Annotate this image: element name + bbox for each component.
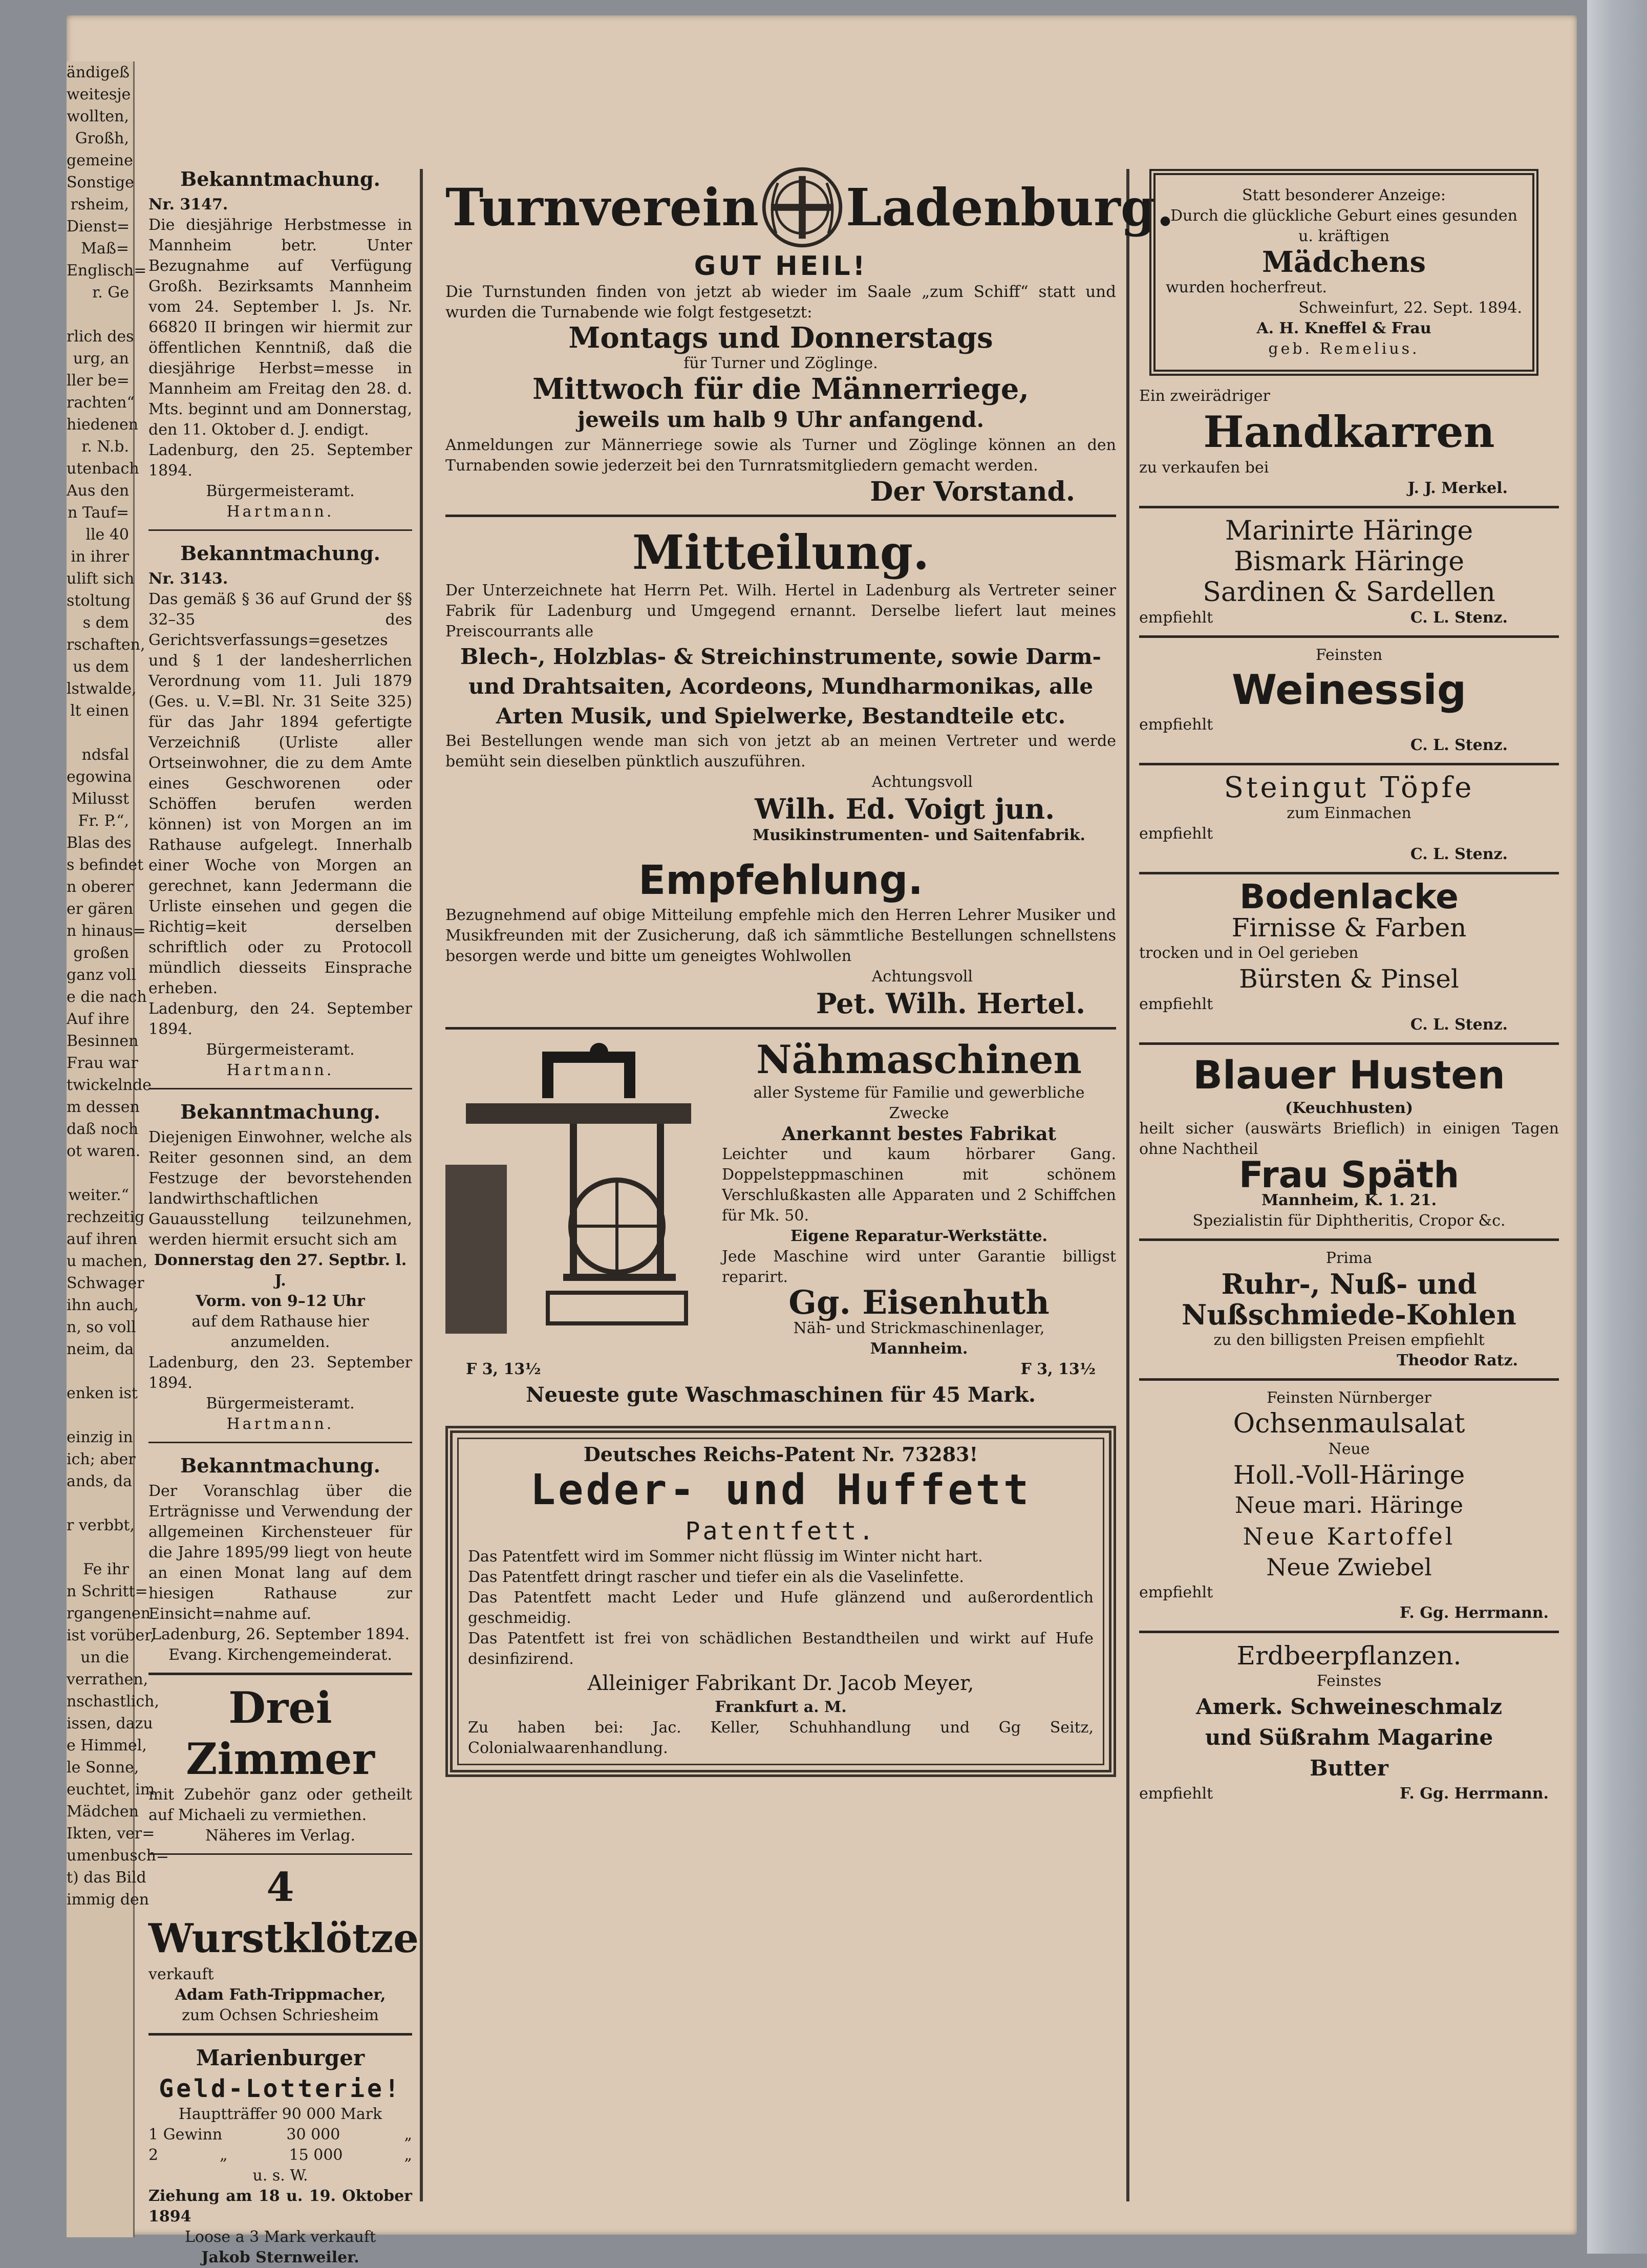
ad-days: Montags und Donnerstags [568, 321, 993, 355]
ad-name: Theodor Ratz. [1397, 1352, 1518, 1370]
ad-line: Eigene Reparatur-Werkstätte. [790, 1227, 1047, 1245]
ad-geburt [1149, 169, 1538, 376]
ad-sub: zum Einmachen [1287, 804, 1411, 822]
ad-lotterie [148, 2043, 412, 2268]
ad-body: Der Unterzeichnete hat Herrn Pet. Wilh. Hertel in Ladenburg als Vertreter seiner Fabrik für Ladenburg und Umgegend ernannt. Derselbe liefert laut meines Preiscourrants alle [445, 582, 1116, 640]
ad-sub: empfiehlt [1139, 716, 1213, 734]
previous-page-line: s dem [82, 614, 129, 632]
ad-lederfett [445, 1426, 1116, 1777]
ad-body: Die Turnstunden finden von jetzt ab wieder im Saale „zum Schiff“ statt und wurden die Turnabende wie folgt festgesetzt: [445, 283, 1116, 322]
previous-page-line: rlich des [67, 328, 134, 346]
notice-body: Die diesjährige Herbstmesse in Mannheim betr. Unter Bezugnahme auf Verfügung Großh. Bezirksamts Mannheim vom 24. September l. Js. Nr. 66820 II bringen wir hiermit zur öffentlichen Kenntniß, daß die diesjährige Herbst=messe in Mannheim am Freitag den 28. d. Mts. beginnt und am Donnerstag, den 11. Oktober d. J. endigt. [148, 216, 412, 439]
ad-sub: empfiehlt [1139, 1785, 1213, 1803]
ad-naehmaschinen [445, 1037, 1116, 1359]
previous-page-line [67, 1492, 133, 1514]
divider [1139, 872, 1559, 874]
ad-line: Neue mari. Häringe [1234, 1492, 1464, 1518]
prize-row [148, 2125, 412, 2145]
previous-page-line: n Tauf= [68, 504, 129, 522]
ad-line: Bismark Häringe [1233, 546, 1465, 577]
ad-line: Neue Zwiebel [1266, 1553, 1432, 1581]
ad-line: Nußschmiede-Kohlen [1182, 1298, 1516, 1331]
ad-address-row [445, 1359, 1116, 1380]
ad-pre: Feinsten [1315, 646, 1383, 664]
previous-page-line: Schwager [67, 1274, 144, 1292]
ad-sub: empfiehlt [1139, 1584, 1213, 1601]
ad-signature: Pet. Wilh. Hertel. [816, 987, 1085, 1020]
notice-body: Der Voranschlag über die Erträgnisse und Verwendung der allgemeinen Kirchensteuer für die Jahre 1895/99 liegt von heute an einen Monat lang auf dem hiesigen Rathause zur Einsicht=nahme auf. [148, 1482, 412, 1623]
ad-pre: empfiehlt [1139, 995, 1213, 1013]
previous-page-line: m dessen [67, 1098, 140, 1116]
ad-signature: Der Vorstand. [870, 476, 1075, 507]
ad-body: Bei Bestellungen wende man sich von jetzt ab an meinen Vertreter und werde bemüht sein dieselben pünktlich auszuführen. [445, 732, 1116, 771]
ad-name: Adam Fath-Trippmacher, [175, 1986, 386, 2004]
prize-unit: „ [404, 2126, 412, 2144]
previous-page-line: s befindet [67, 856, 144, 874]
ad-line: wurden hocherfreut. [1166, 279, 1327, 296]
column-middle [445, 164, 1174, 2199]
previous-page-line: ihn auch, [67, 1296, 139, 1314]
ad-city: Frankfurt a. M. [715, 1698, 847, 1716]
previous-page-line: Auf ihre [67, 1010, 130, 1028]
ad-pre: empfiehlt [1139, 825, 1213, 843]
ad-time: jeweils um halb 9 Uhr anfangend. [577, 407, 985, 432]
notice-title: Bekanntmachung. [180, 1454, 380, 1477]
ad-body: mit Zubehör ganz oder getheilt auf Michaeli zu vermiethen. [148, 1786, 412, 1824]
notice-office: Bürgermeisteramt. [206, 1041, 355, 1059]
ad-title-2: Geld-Lotterie! [159, 2074, 402, 2103]
previous-page-line: Mädchen [67, 1803, 139, 1821]
ad-line: Amerk. Schweineschmalz [1196, 1694, 1502, 1719]
previous-page-line: ulift sich [67, 570, 135, 588]
ad-line: Butter [1310, 1756, 1388, 1781]
previous-page-line: Besinnen [67, 1032, 139, 1050]
notice-title: Bekanntmachung. [180, 167, 380, 190]
previous-page-line [67, 304, 133, 326]
ad-maker: Alleiniger Fabrikant Dr. Jacob Meyer, [587, 1672, 974, 1695]
previous-page-line: rschaften, [67, 636, 145, 654]
ad-title: Empfehlung. [638, 858, 924, 904]
ad-draw-date: Ziehung am 18 u. 19. Oktober 1894 [148, 2187, 412, 2226]
previous-page-line: Sonstige [67, 174, 134, 191]
previous-page-line: us dem [73, 658, 129, 676]
ad-pre: Prima [1325, 1249, 1373, 1267]
ad-haeringe [1139, 516, 1559, 628]
divider [148, 1853, 412, 1855]
ad-title: 4 Wurstklötze [148, 1864, 419, 1962]
previous-page-line: weitesje [67, 85, 131, 103]
notice-office: Bürgermeisteramt. [206, 1395, 355, 1413]
previous-page-line: n hinaus= [67, 922, 146, 940]
previous-page-line: urg, an [73, 350, 129, 368]
ad-body: Jede Maschine wird unter Garantie billigst reparirt. [722, 1248, 1116, 1286]
previous-page-line: e Himmel, [67, 1737, 147, 1755]
ad-line: für Turner und Zöglinge. [683, 354, 878, 372]
divider [445, 515, 1116, 517]
ad-specialty: Spezialistin für Diphtheritis, Cropor &c. [1192, 1212, 1506, 1230]
previous-page-line: auf ihren [67, 1230, 138, 1248]
ad-greeting: Achtungsvoll [871, 773, 973, 791]
previous-page-line: egowina [67, 768, 132, 786]
ad-product-list: Blech-, Holzblas- & Streichinstrumente, sowie Darm- und Drahtsaiten, Acordeons, Mundharmonikas, alle Arten Musik, und Spielwerke, Bestandteile etc. [460, 644, 1101, 729]
previous-page-line: utenbach [67, 460, 139, 478]
ad-footer: Neueste gute Waschmaschinen für 45 Mark. [526, 1383, 1036, 1407]
ad-title: Erdbeerpflanzen. [1236, 1641, 1462, 1671]
ad-days: Mittwoch für die Männerriege, [532, 372, 1029, 406]
ad-empfehlung [445, 856, 1116, 1020]
divider [148, 1673, 412, 1675]
column-right [1139, 169, 1559, 2199]
ad-mitteilung [445, 524, 1116, 846]
previous-page-line: einzig in [67, 1428, 133, 1446]
ad-title: Nähmaschinen [756, 1037, 1082, 1082]
ad-title-right: Ladenburg. [846, 177, 1174, 238]
previous-page-line: twickelnde [67, 1076, 152, 1094]
previous-page-line: ganz voll [67, 966, 136, 984]
divider [1139, 1238, 1559, 1241]
previous-page-line: stoltung [67, 592, 131, 610]
previous-page-line: ot waren. [67, 1142, 141, 1160]
ad-drei-zimmer [148, 1682, 412, 1846]
divider [1139, 1378, 1559, 1381]
previous-page-line: Fe ihr [83, 1560, 129, 1578]
ad-name: F. Gg. Herrmann. [1400, 1785, 1549, 1803]
previous-page-line: verrathen, [67, 1671, 148, 1688]
ad-line: trocken und in Oel gerieben [1139, 944, 1359, 962]
ad-patent: Deutsches Reichs-Patent Nr. 73283! [583, 1443, 978, 1466]
ad-line: Hauptträffer 90 000 Mark [178, 2105, 382, 2123]
ad-city: Mannheim. [870, 1340, 968, 1358]
notice-office: Evang. Kirchengemeinderat. [168, 1646, 392, 1664]
ad-title: Blauer Husten [1193, 1052, 1505, 1098]
notice-body: Diejenigen Einwohner, welche als Reiter gesonnen sind, an dem Festzuge der bevorstehenden landwirthschaftlichen Gauausstellung teilzunehmen, werden hiermit ersucht sich am [148, 1128, 412, 1249]
previous-page-line: Aus den [67, 482, 130, 500]
previous-page-line: rechzeitig [67, 1208, 145, 1226]
ad-weinessig [1139, 645, 1559, 756]
newspaper-page [67, 15, 1577, 2266]
ad-firm: Näh- und Strickmaschinenlager, [793, 1319, 1045, 1337]
previous-page-line: e die nach [67, 988, 147, 1006]
previous-page-line: Dienst= [67, 218, 130, 236]
ad-name: Frau Späth [1238, 1154, 1460, 1196]
notice-date: Donnerstag den 27. Septbr. l. J. [154, 1251, 407, 1290]
previous-page-line [67, 1162, 133, 1184]
ad-name: C. L. Stenz. [1410, 845, 1508, 863]
ad-erdbeerpflanzen [1139, 1640, 1559, 1804]
ad-title: Bodenlacke [1239, 877, 1459, 916]
ad-line: Ruhr-, Nuß- und [1221, 1268, 1477, 1300]
ad-point: Das Patentfett macht Leder und Hufe glänzend und außerordentlich geschmeidig. [468, 1589, 1094, 1627]
ad-line: Anerkannt bestes Fabrikat [781, 1123, 1057, 1145]
column-rule-right [1126, 169, 1129, 2201]
previous-page-line: rgangenen [67, 1604, 151, 1622]
ad-greeting: GUT HEIL! [694, 251, 868, 282]
ad-title: Mitteilung. [632, 525, 930, 580]
previous-page-line: issen, dazu [67, 1715, 153, 1732]
ad-sub: zu verkaufen bei [1139, 459, 1269, 477]
previous-page-line: un die [80, 1649, 129, 1666]
previous-page-line: in ihrer [71, 548, 129, 566]
ad-address: F 3, 13½ [466, 1360, 541, 1378]
previous-page-line: weiter.“ [68, 1186, 129, 1204]
prize-unit: „ [404, 2146, 412, 2164]
ad-firm: Musikinstrumenten- und Saitenfabrik. [752, 826, 1085, 844]
ad-line: Neue [1328, 1440, 1370, 1458]
notice-office: Bürgermeisteramt. [206, 482, 355, 500]
previous-page-line: r. N.b. [81, 438, 129, 456]
divider [148, 529, 412, 531]
ad-signature: Wilh. Ed. Voigt jun. [755, 793, 1055, 825]
previous-page-line: n, so voll [67, 1318, 136, 1336]
ad-line: Marinirte Häringe [1225, 516, 1473, 546]
ad-sub: verkauft [148, 1965, 214, 1983]
previous-page-line: neim, da [67, 1340, 134, 1358]
column-left [148, 164, 419, 2266]
previous-page-line: Fr. P.“, [78, 812, 129, 830]
ad-price: Loose a 3 Mark verkauft [184, 2228, 376, 2246]
ad-point: Das Patentfett ist frei von schädlichen Bestandtheilen und wirkt auf Hufe desinfizirend. [468, 1630, 1094, 1668]
ad-name: F. Gg. Herrmann. [1400, 1604, 1549, 1622]
ad-title: Handkarren [1203, 406, 1495, 457]
ad-pre: Feinstes [1316, 1672, 1382, 1690]
ad-address: F 3, 13½ [1020, 1360, 1096, 1378]
previous-page-line: r verbbt, [67, 1516, 135, 1534]
previous-page-line: er gären [67, 900, 134, 918]
previous-page-line: enken ist [67, 1384, 138, 1402]
notice-number: Nr. 3143. [148, 570, 228, 588]
notice-signature: Hartmann. [226, 1415, 334, 1433]
ad-title: Weinessig [1231, 666, 1467, 714]
previous-page-line: hiedenen [67, 416, 139, 434]
ad-seller: Jakob Sternweiler. [201, 2249, 359, 2266]
previous-page-line: ndsfal [81, 746, 129, 764]
notice-place: Ladenburg, den 25. September 1894. [148, 441, 412, 480]
ad-title-left: Turnverein [445, 177, 759, 238]
previous-page-line: rsheim, [70, 196, 129, 213]
ad-name: J. J. Merkel. [1407, 479, 1508, 497]
ad-body: Bezugnehmend auf obige Mitteilung empfehle mich den Herren Lehrer Musiker und Musikfreunden mit der Zusicherung, daß ich sämmtliche Bestellungen schnellstens besorgen werde und bitte um geneigtes Wohlwollen [445, 906, 1116, 965]
ad-line: Bürsten & Pinsel [1239, 964, 1459, 994]
ad-names: geb. Remelius. [1268, 340, 1420, 358]
previous-page-edge [67, 61, 169, 2237]
ad-sub: Patentfett. [685, 1517, 876, 1546]
previous-page-line: Blas des [67, 834, 132, 852]
previous-page-line: u machen, [67, 1252, 147, 1270]
previous-page-line: ändigeß [67, 63, 130, 81]
divider [1139, 1042, 1559, 1045]
ad-title: Marienburger [196, 2045, 365, 2070]
ad-line: Ochsenmaulsalat [1233, 1408, 1465, 1439]
notice-bekanntmachung-3147 [148, 164, 412, 522]
ad-line: aller Systeme für Familie und gewerbliche Zwecke [753, 1084, 1085, 1122]
notice-title: Bekanntmachung. [180, 1100, 380, 1123]
previous-page-line: großen [73, 944, 129, 962]
ad-point: Das Patentfett wird im Sommer nicht flüssig im Winter nicht hart. [468, 1548, 983, 1566]
previous-page-line: Ikten, ver= [67, 1825, 155, 1843]
ad-point: Das Patentfett dringt rascher und tiefer ein als die Vaselinfette. [468, 1568, 964, 1586]
ad-handkarren [1139, 386, 1559, 499]
notice-place: Ladenburg, den 23. September 1894. [148, 1354, 412, 1392]
ad-title: Drei Zimmer [186, 1682, 375, 1784]
divider [148, 1442, 412, 1443]
previous-page-line: Großh, [75, 130, 129, 147]
notice-tail: auf dem Rathause hier anzumelden. [191, 1313, 369, 1351]
ad-name: C. L. Stenz. [1410, 736, 1508, 754]
divider [1139, 506, 1559, 508]
divider [1139, 763, 1559, 765]
ad-tail: Näheres im Verlag. [205, 1827, 356, 1845]
ad-line: Statt besonderer Anzeige: [1242, 186, 1446, 204]
notice-place: Ladenburg, 26. September 1894. [151, 1625, 410, 1643]
ad-bodenlacke [1139, 877, 1559, 1035]
previous-page-line: immig den [67, 1891, 149, 1909]
ad-line: und Süßrahm Magarine [1205, 1725, 1493, 1750]
ad-pre: Ein zweirädriger [1139, 387, 1270, 405]
ad-name: C. L. Stenz. [1410, 609, 1508, 627]
divider [1139, 635, 1559, 638]
notice-signature: Hartmann. [226, 503, 334, 521]
previous-page-line: Maß= [81, 240, 129, 258]
previous-page-line: ller be= [67, 372, 130, 390]
previous-page-line: ich; aber [67, 1450, 136, 1468]
ad-title: Mädchens [1261, 245, 1426, 279]
previous-page-line [67, 1360, 133, 1382]
ad-title: Leder- und Huffett [530, 1466, 1032, 1514]
ad-line: u. s. W. [252, 2167, 308, 2185]
previous-page-line: gemeine [67, 152, 133, 169]
prize-count: 1 Gewinn [148, 2126, 223, 2144]
previous-page-line: daß noch [67, 1120, 139, 1138]
prize-value: 30 000 [286, 2126, 340, 2144]
previous-page-line: Englisch= [67, 262, 147, 280]
previous-page-line: nschastlich, [67, 1693, 160, 1710]
previous-page-line: lle 40 [85, 526, 129, 544]
ad-body: Anmeldungen zur Männerriege sowie als Turner und Zöglinge können an den Turnabenden sowie jederzeit bei den Turnratsmitgliedern gemacht werden. [445, 436, 1116, 475]
ad-turnverein [445, 164, 1174, 507]
ad-address: Mannheim, K. 1. 21. [1261, 1191, 1437, 1209]
prize-row [148, 2145, 412, 2166]
divider [1139, 1631, 1559, 1633]
previous-page-line: r. Ge [92, 284, 129, 302]
previous-page-line: Frau war [67, 1054, 138, 1072]
ad-line: Holl.-Voll-Häringe [1233, 1460, 1465, 1490]
ad-sub: (Keuchhusten) [1285, 1099, 1414, 1117]
previous-page-line: euchtet, im [67, 1781, 155, 1799]
ad-names: A. H. Kneffel & Frau [1256, 319, 1431, 337]
divider [148, 1088, 412, 1089]
previous-page-line: n oberer [67, 878, 134, 896]
previous-page-line: umenbusch= [67, 1847, 169, 1865]
notice-bekanntmachung-3143 [148, 538, 412, 1081]
ad-name: C. L. Stenz. [1410, 1016, 1508, 1034]
notice-time: Vorm. von 9–12 Uhr [196, 1292, 365, 1310]
ad-pre: Feinsten Nürnberger [1267, 1389, 1431, 1407]
ad-line: Firnisse & Farben [1231, 913, 1467, 943]
divider [445, 1027, 1116, 1030]
previous-page-line [67, 1404, 133, 1426]
prize-count: 2 [148, 2146, 159, 2164]
previous-page-line: wollten, [67, 108, 129, 125]
ad-steingut [1139, 773, 1559, 865]
previous-page-line [67, 1536, 133, 1558]
ad-ochsenmaulsalat [1139, 1388, 1559, 1623]
notice-reiter [148, 1097, 412, 1435]
notice-signature: Hartmann. [226, 1061, 334, 1079]
notice-body: Das gemäß § 36 auf Grund der §§ 32–35 des Gerichtsverfassungs=gesetzes und § 1 der landesherrlichen Verordnung vom 11. Juli 1879 (Ges. u. V.=Bl. Nr. 31 Seite 325) für das Jahr 1894 gefertigte Verzeichniß (Urliste aller Ortseinwohner, die zu dem Amte eines Geschworenen oder Schöffen berufen werden können) ist von Morgen an im Rathause aufgelegt. Innerhalb einer Woche von Morgen an gerechnet, kann Jedermann die Urliste einsehen und gegen die Richtig=keit derselben schriftlich oder zu Protocoll mündlich diesseits Einsprache erheben. [148, 590, 412, 997]
turner-cross-emblem-icon [759, 164, 846, 251]
previous-page-line: le Sonne, [67, 1759, 139, 1777]
ad-wurstkloetze [148, 1862, 419, 2026]
notice-title: Bekanntmachung. [180, 542, 380, 565]
ad-name: Gg. Eisenhuth [788, 1283, 1050, 1322]
notice-kirchensteuer [148, 1450, 412, 1665]
previous-page-line: Milusst [71, 790, 129, 808]
sewing-machine-illustration-icon [445, 1037, 712, 1354]
notice-place: Ladenburg, den 24. September 1894. [148, 1000, 412, 1038]
divider [148, 2033, 412, 2036]
previous-page-line: ands, da [67, 1472, 132, 1490]
previous-page-line: lstwalde, [67, 680, 137, 698]
page-binding [1587, 0, 1647, 2254]
ad-kohlen [1139, 1248, 1559, 1371]
previous-page-line: rachten“ [67, 394, 135, 412]
ad-line: Sardinen & Sardellen [1203, 577, 1495, 608]
ad-place: zum Ochsen Schriesheim [182, 2006, 379, 2024]
prize-value: 15 000 [289, 2146, 343, 2164]
ad-greeting: Achtungsvoll [871, 968, 973, 986]
ad-body: Leichter und kaum hörbarer Gang. Doppelsteppmaschinen mit schönem Verschlußkasten alle Apparaten und 2 Schiffchen für Mk. 50. [722, 1145, 1116, 1225]
notice-number: Nr. 3147. [148, 196, 228, 213]
previous-page-line: ist vorüber, [67, 1627, 155, 1644]
ad-date: Schweinfurt, 22. Sept. 1894. [1298, 299, 1522, 317]
ad-line: zu den billigsten Preisen empfiehlt [1213, 1331, 1485, 1349]
ad-pre: empfiehlt [1139, 609, 1213, 627]
column-rule-left [420, 169, 423, 2201]
ad-body: heilt sicher (auswärts Brieflich) in einigen Tagen ohne Nachtheil [1139, 1120, 1559, 1158]
prize-ditto: „ [220, 2146, 228, 2164]
previous-page-line: n Schritt= [67, 1582, 148, 1600]
ad-sold-at: Zu haben bei: Jac. Keller, Schuhhandlung und Gg Seitz, Colonialwaarenhandlung. [468, 1719, 1094, 1757]
ad-title: Steingut Töpfe [1224, 771, 1474, 804]
previous-page-line: lt einen [70, 702, 129, 720]
ad-line: Durch die glückliche Geburt eines gesunden u. kräftigen [1170, 207, 1517, 245]
ad-line: Neue Kartoffel [1243, 1523, 1456, 1550]
previous-page-line [67, 722, 133, 744]
ad-blauer-husten [1139, 1052, 1559, 1231]
previous-page-line: t) das Bild [67, 1869, 146, 1887]
